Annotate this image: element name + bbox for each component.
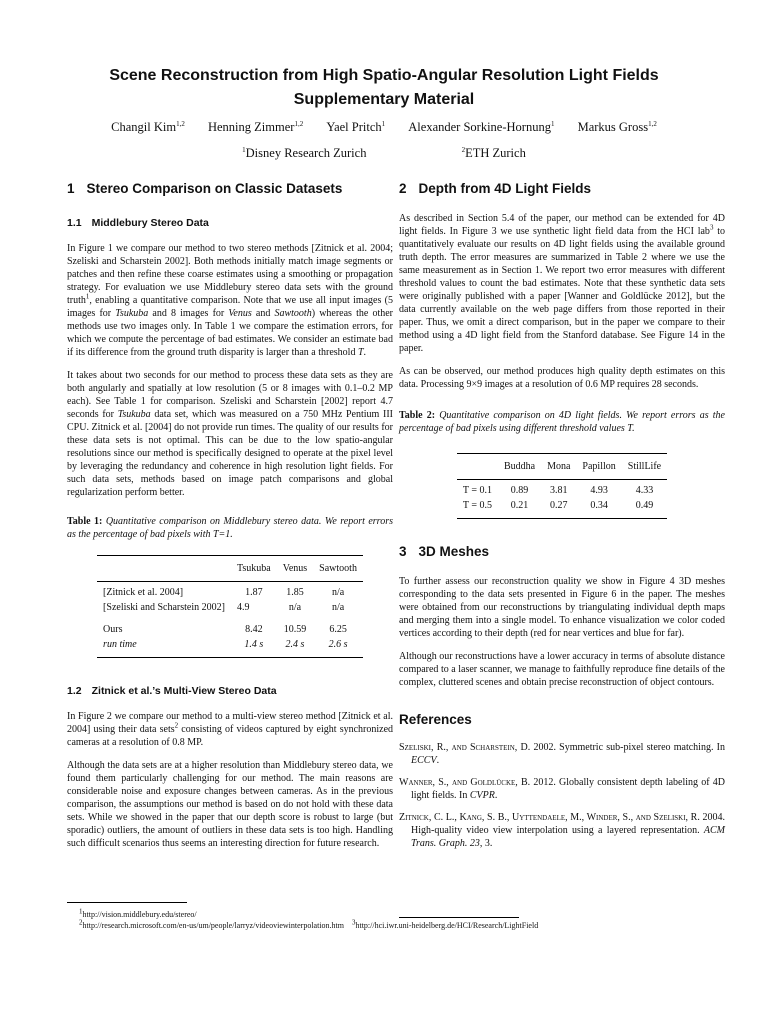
section-2-heading: 2 Depth from 4D Light Fields	[399, 181, 592, 196]
section-3-heading: 3 3D Meshes	[399, 544, 490, 559]
paragraph: As described in Section 5.4 of the paper, our method can be extended for 4D light fields. In Figure 3 we use synthetic light field data from the HCI lab$^3$ to quantitatively evaluate our results on 4D light fields using the available ground truth depth. The error measures are summarized in Table 2 where we use the same measurement as in Section 1. We report two error measures with different threshold values to count the bad estimates. Note that these synthetic data sets were originally published with a paper [Wanner and Goldlücke 2012], but the data currently available on the web page differs from those reported in their paper. Thus, we omit a direct comparison, but in the paper we compare to their method using a 4D light field from the Stanford database. See Figure 14 in the paper.	[399, 213, 725, 354]
reference-item: Wanner, S., and Goldlücke, B. 2012. Globally consistent depth labeling of 4D light fields. In CVPR.	[399, 777, 725, 801]
author-list	[0, 120, 768, 135]
footnote-row	[67, 920, 727, 931]
table-row: [Zitnick et al. 2004] 1.87 1.85 n/a	[97, 582, 363, 601]
table-row: [Szeliski and Scharstein 2002] 4.9 n/a n/a	[103, 602, 345, 613]
paragraph: Although the data sets are at a higher resolution than Middlebury stereo data, we found them particularly challenging for our method. The main reasons are considerable noise and exposure changes between cameras. As in the previous comparison, the assumptions our method is based on do not hold with these data sets. While we showed in the paper that our depth score is robust to large (but sporadic) outliers, the amount of outliers in these data sets is too high. Handling such difficult scenarios thus seems an interesting direction for future research.	[67, 760, 393, 849]
author: Changil Kim$^{1,2}$	[111, 119, 185, 134]
reference-item: Szeliski, R., and Scharstein, D. 2002. Symmetric sub-pixel stereo matching. In ECCV.	[399, 742, 725, 766]
title-line-2: Supplementary Material	[293, 91, 475, 108]
affiliation: $^1$Disney Research Zurich	[242, 145, 367, 160]
author: Markus Gross$^{1,2}$	[577, 119, 657, 134]
table-2-caption: Table 2: Quantitative comparison on 4D light fields. We report errors as the percentage of bad pixels using different threshold values T.	[399, 410, 725, 434]
footnote: $^2$http://research.microsoft.com/en-us/um/people/larryz/videoviewinterpolation.htm	[79, 918, 344, 930]
section-1-heading: 1 Stereo Comparison on Classic Datasets	[67, 181, 343, 196]
affiliation: $^2$ETH Zurich	[461, 145, 526, 160]
author: Yael Pritch$^1$	[326, 119, 386, 134]
affiliation-list	[0, 146, 768, 161]
table-row: T = 0.5 0.21 0.27 0.34 0.49	[457, 498, 667, 519]
right-column	[399, 180, 725, 859]
table-header-row: Buddha Mona Papillon StillLife	[457, 454, 667, 480]
author: Alexander Sorkine-Hornung$^1$	[408, 119, 555, 134]
table-2	[457, 453, 667, 519]
reference-item: Zitnick, C. L., Kang, S. B., Uyttendaele, M., Winder, S., and Szeliski, R. 2004. High-quality video view interpolation using a layered representation. ACM Trans. Graph. 23, 3.	[399, 812, 725, 849]
subsection-1-1-heading: 1.1 Middlebury Stereo Data	[67, 217, 209, 229]
paragraph: Although our reconstructions have a lower accuracy in terms of absolute distance compared to a laser scanner, we manage to faithfully reproduce fine details of the complex, cluttered scenes and obtain precise reconstruction of object contours.	[399, 651, 725, 688]
footnote: $^3$http://hci.iwr.uni-heidelberg.de/HCI/Research/LightField	[351, 918, 539, 930]
paragraph: In Figure 1 we compare our method to two stereo methods [Zitnick et al. 2004; Szeliski and Scharstein 2002]. Both methods initially match image segments or patches and then refine these coarse estimates using a smoothing or propagation strategy. For evaluation we use Middlebury stereo data sets with the ground truth$^1$, enabling a quantitative comparison. Note that we use all input images (5 images for Tsukuba and 8 images for Venus and Sawtooth) whereas the other methods use two images only. In Table 1 we compare the estimation errors, for which we compute the percentage of bad estimates. We consider an estimate bad if its difference from the ground truth disparity is larger than a threshold T.	[67, 243, 393, 358]
references-heading: References	[399, 712, 472, 727]
paper-title	[0, 64, 768, 112]
paragraph: In Figure 2 we compare our method to a multi-view stereo method [Zitnick et al. 2004] using their data sets$^2$ consisting of videos captured by eight synchronized cameras at a resolution of 0.8 MP.	[67, 711, 394, 748]
paragraph: As can be observed, our method produces high quality depth estimates on this data. Processing 9×9 images at a resolution of 0.6 MP requires 28 seconds.	[399, 366, 725, 390]
table-row: Ours 8.42 10.59 6.25	[103, 624, 347, 635]
table-1-caption: Table 1: Quantitative comparison on Middlebury stereo data. We report errors as the percentage of bad pixels with T=1.	[67, 516, 393, 540]
table-row: run time 1.4 s 2.4 s 2.6 s	[97, 637, 363, 658]
author: Henning Zimmer$^{1,2}$	[207, 119, 304, 134]
table-row: T = 0.1 0.89 3.81 4.93 4.33	[457, 480, 667, 499]
paragraph: It takes about two seconds for our method to process these data sets as they are both angularly and spatially at low resolution (5 or 8 images with 0.1–0.2 MP each). See Table 1 for comparison. Szeliski and Scharstein [2002] report 4.7 seconds for Tsukuba data set, which was measured on a 750 MHz Pentium III CPU. Zitnick et al. [2004] do not provide run times. The quality of our results for these data sets is not optimal. This can be due to the low spatio-angular resolutions since our method is specifically designed to operate at the pixel level by leveraging the redundancy and coherence in high resolution light fields. For such data sets, methods based on image patch comparisons and global regularization perform better.	[67, 370, 394, 498]
table-header-row: Tsukuba Venus Sawtooth	[97, 556, 363, 582]
footnote-rule-left	[67, 902, 187, 903]
title-line-1: Scene Reconstruction from High Spatio-Angular Resolution Light Fields	[109, 67, 659, 84]
footnotes	[67, 909, 727, 931]
subsection-1-2-heading: 1.2 Zitnick et al.’s Multi-View Stereo Data	[67, 685, 277, 697]
footnote: $^1$http://vision.middlebury.edu/stereo/	[79, 907, 197, 919]
paragraph: To further assess our reconstruction quality we show in Figure 4 3D meshes corresponding to the data sets presented in Figure 6 in the paper. The meshes were obtained from our reconstructions by triangulating individual depth maps and merging them into a single model. To enhance visualization we color coded vertices according to their depth (red for near vertices and blue for far).	[399, 576, 725, 639]
table-1	[97, 555, 363, 658]
left-column	[67, 180, 393, 860]
